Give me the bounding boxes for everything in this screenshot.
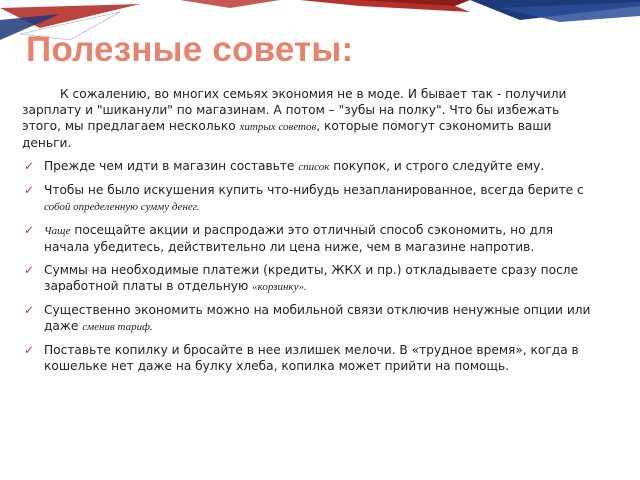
tip-text-end: покупок, и строго следуйте ему.: [329, 159, 545, 173]
intro-paragraph: [22, 86, 602, 151]
tip-emphasis: список: [298, 161, 330, 173]
tip-item-5: [22, 302, 602, 335]
intro-text-end: , которые помогут сэкономить ваши деньги.: [22, 119, 552, 150]
tip-text: Прежде чем идти в магазин составьте: [44, 159, 299, 173]
tip-text: Суммы на необходимые платежи (кредиты, ЖКХ и пр.) откладываете сразу после заработной платы в отдельную: [44, 263, 579, 293]
tip-emphasis: Чаще: [44, 225, 71, 237]
tip-item-2: [22, 182, 602, 215]
checkmark-icon: ✓: [24, 303, 35, 317]
checkmark-icon: ✓: [24, 343, 35, 357]
intro-text-start: К сожалению, во многих семьях экономия не в моде. И бывает так - получили зарплату и "шиканули" по магазинам. А потом – "зубы на полку". Что бы избежать этого, мы предлагаем несколько: [22, 87, 567, 133]
checkmark-icon: ✓: [24, 159, 35, 173]
tip-item-1: [22, 158, 602, 175]
checkmark-icon: ✓: [24, 223, 35, 237]
checkmark-icon: ✓: [24, 183, 35, 197]
checkmark-icon: ✓: [24, 263, 35, 277]
tip-emphasis: «корзинку».: [252, 281, 307, 293]
slide-title: Полезные советы:: [26, 30, 354, 69]
intro-emphasis: хитрых советов: [239, 121, 317, 133]
tip-item-4: [22, 262, 602, 295]
tip-item-3: [22, 222, 602, 255]
tip-item-6: [22, 342, 602, 375]
tip-text: Чтобы не было искушения купить что-нибудь незапланированное, всегда берите с: [44, 183, 584, 197]
tip-text-end: посещайте акции и распродажи это отличный способ сэкономить, но для начала убедитесь, действительно ли цена ниже, чем в магазине напротив.: [44, 223, 554, 254]
tips-list: [22, 158, 602, 382]
tip-text: Поставьте копилку и бросайте в нее излишек мелочи. В «трудное время», когда в кошельке нет даже на булку хлеба, копилка может прийти на помощь.: [44, 343, 579, 373]
tip-emphasis: сменив тариф.: [82, 321, 153, 333]
tip-text: Существенно экономить можно на мобильной связи отключив ненужные опции или даже: [44, 303, 591, 333]
tip-emphasis: собой определенную сумму денег.: [44, 201, 200, 213]
